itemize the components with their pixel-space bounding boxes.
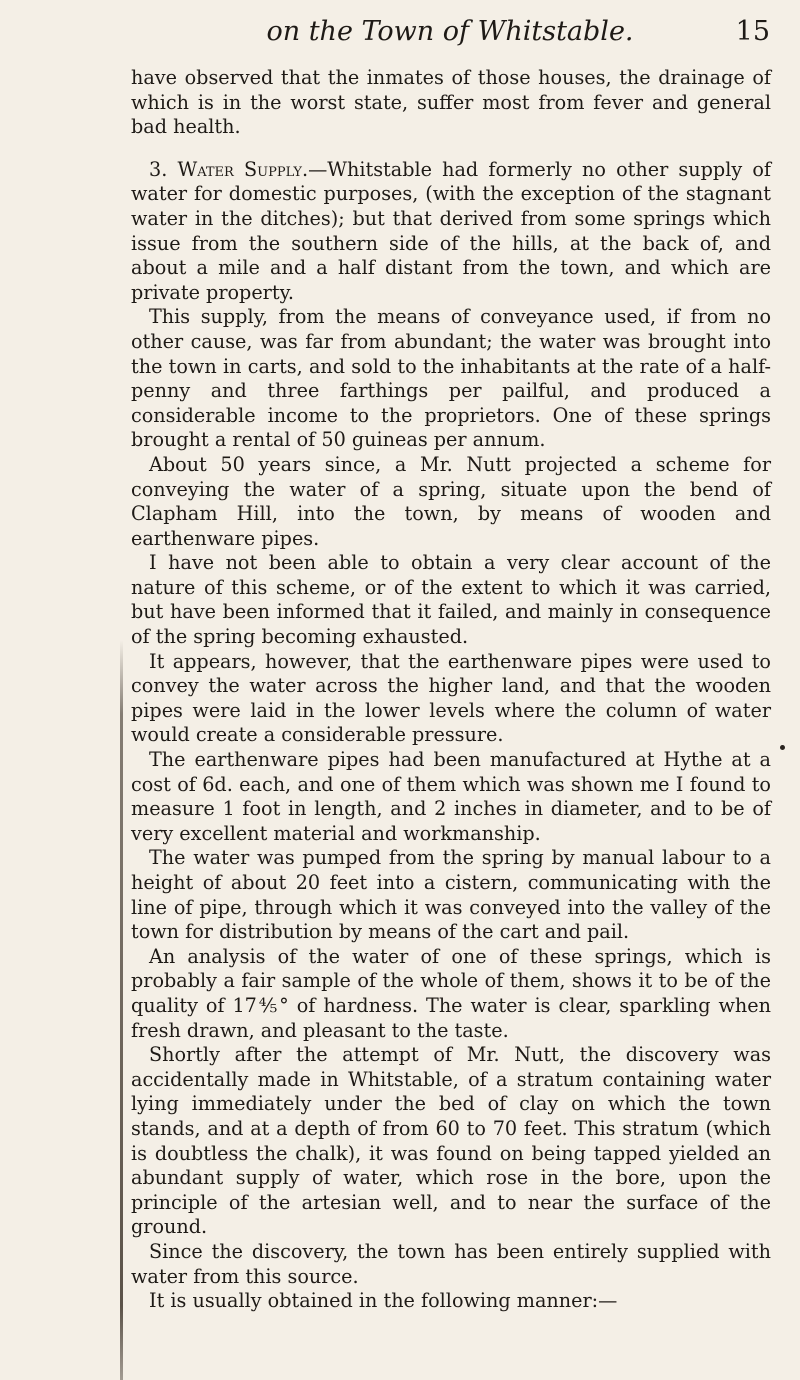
section-paragraph — [131, 158, 771, 306]
section-heading: Water Supply. — [177, 157, 309, 181]
section-text: —Whitstable had formerly no other supply of water for domestic purposes, (with the exception of the stagnant water in the ditches); but that derived from some springs which issue from the southern side of the hills, at the back of, and about a mile and a half distant from the town, and which are private property. — [131, 157, 771, 304]
running-head-title: on the Town of Whitstable. — [266, 16, 634, 47]
paragraph-1: This supply, from the means of conveyance used, if from no other cause, was far from abundant; the water was brought into the town in carts, and sold to the inhabitants at the rate of a half-penny and three farthings per pailful, and produced a considerable income to the proprietors. One of these springs brought a rental of 50 guineas per annum. — [131, 305, 771, 452]
section-number: 3. — [149, 157, 168, 181]
body-text — [131, 66, 771, 1314]
paragraph-8: Shortly after the attempt of Mr. Nutt, the discovery was accidentally made in Whitstable, of a stratum containing water lying immediately under the bed of clay on which the town stands, and at a depth of from 60 to 70 feet. This stratum (which is doubtless the chalk), it was found on being tapped yielded an abundant supply of water, which rose in the bore, upon the principle of the artesian well, and to near the surface of the ground. — [131, 1043, 771, 1239]
paragraph-9: Since the discovery, the town has been entirely supplied with water from this source. — [131, 1239, 771, 1288]
paragraph-7: An analysis of the water of one of these springs, which is probably a fair sample of the whole of them, shows it to be of the quality of 17⅘° of hardness. The water is clear, sparkling when fresh drawn, and pleasant to the taste. — [131, 944, 771, 1042]
paragraph-4: It appears, however, that the earthenware pipes were used to convey the water across the higher land, and that the wooden pipes were laid in the lower levels where the column of water would create a considerable pressure. — [131, 649, 771, 747]
section-gap — [131, 140, 771, 158]
page-number: 15 — [735, 16, 770, 47]
paragraph-2: About 50 years since, a Mr. Nutt projected a scheme for conveying the water of a spring, situate upon the bend of Clapham Hill, into the town, by means of wooden and earthenware pipes. — [131, 452, 771, 550]
running-head — [130, 16, 770, 56]
paragraph-6: The water was pumped from the spring by manual labour to a height of about 20 feet into a cistern, communicating with the line of pipe, through which it was conveyed into the valley of the town for distribution by means of the cart and pail. — [131, 846, 771, 944]
page-gutter-shadow — [120, 640, 123, 1380]
paragraph-0: have observed that the inmates of those houses, the drainage of which is in the worst state, suffer most from fever and general bad health. — [131, 66, 771, 139]
ink-speck — [780, 745, 785, 750]
paragraph-3: I have not been able to obtain a very clear account of the nature of this scheme, or of the extent to which it was carried, but have been informed that it failed, and mainly in consequence of the spring becoming exhausted. — [131, 551, 771, 649]
paragraph-5: The earthenware pipes had been manufactured at Hythe at a cost of 6d. each, and one of them which was shown me I found to measure 1 foot in length, and 2 inches in diameter, and to be of very excellent material and workmanship. — [131, 748, 771, 845]
paragraph-10: It is usually obtained in the following manner:— — [149, 1289, 618, 1313]
